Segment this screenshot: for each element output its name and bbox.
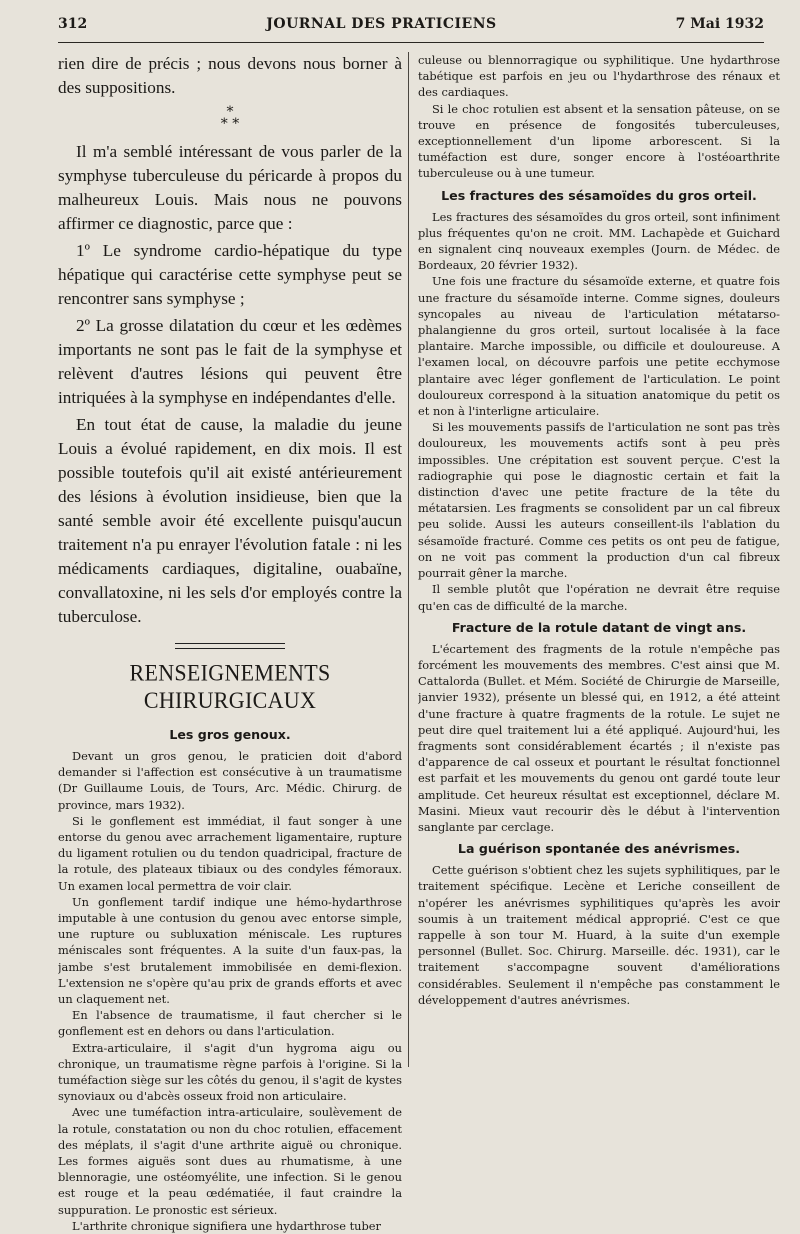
- paragraph: Devant un gros genou, le praticien doit d'abord demander si l'affection est consécutive à un traumatisme (Dr Guillaume Louis, de Tours, Arc. Médic. Chirurg. de province, mars 1932).: [58, 749, 402, 812]
- page-number: 312: [58, 16, 88, 32]
- section-stars: [58, 106, 402, 130]
- paragraph: Il semble plutôt que l'opération ne devrait être requise qu'en cas de difficulté de la marche.: [418, 582, 780, 613]
- article-gros-genoux: [58, 727, 402, 1234]
- paragraph: L'arthrite chronique signifiera une hydarthrose tuber: [72, 1218, 381, 1233]
- paragraph: Si les mouvements passifs de l'articulation ne sont pas très douloureux, les mouvements actifs sont à peu près impossibles. Une crépitation est souvent perçue. C'est la radiographie qui pose le diagnostic certain et fait la distinction d'avec une petite fracture de la tête du métatarsien. Les fragments se consolident par un cal fibreux peu solide. Aussi les auteurs conseillent-ils l'ablation du sésamoïde fracturé. Comme ces petits os ont peu de fatigue, on ne voit pas comment la production d'un cal fibreux pourrait gêner la marche.: [418, 420, 780, 581]
- section-title: RENSEIGNEMENTS CHIRURGICAUX: [129, 659, 331, 714]
- star: * *: [220, 116, 240, 132]
- paragraph: Si le gonflement est immédiat, il faut songer à une entorse du genou avec arrachement ligamentaire, rupture du ligament rotulien ou du tendon quadricipal, fracture de la rotule, des plateaux tibiaux ou des condyles fémoraux. Un examen local permettra de voir clair.: [58, 813, 402, 893]
- left-column: [58, 52, 402, 1234]
- subsection-title: La guérison spontanée des anévrismes.: [457, 841, 741, 857]
- subsection-title: Les fractures des sésamoïdes du gros orteil.: [441, 187, 757, 203]
- paragraph: 1º Le syndrome cardio-hépatique du type hépatique qui caractérise cette symphyse peut se rencontrer sans symphyse ;: [58, 241, 402, 308]
- running-header: [58, 16, 764, 43]
- journal-title: JOURNAL DES PRATICIENS: [266, 16, 497, 32]
- paragraph: Il m'a semblé intéressant de vous parler de la symphyse tuberculeuse du péricarde à propos du malheureux Louis. Mais nous ne pouvons affirmer ce diagnostic, parce que :: [58, 142, 402, 233]
- paragraph: Cette guérison s'obtient chez les sujets syphilitiques, par le traitement spécifique. Lecène et Leriche conseillent de n'opérer les anévrismes syphilitiques qu'après les avoir soumis à un traitement médical approprié. C'est ce que rappelle à son tour M. Huard, à la suite d'un exemple personnel (Bullet. Soc. Chirurg. Marseille. déc. 1931), car le traitement s'accompagne souvent d'améliorations considérables. Seulement il n'empêche pas constamment le développement d'autres anévrismes.: [418, 863, 780, 1007]
- paragraph: En tout état de cause, la maladie du jeune Louis a évolué rapidement, en dix mois. Il est possible toutefois qu'il ait existé antérieurement des lésions à évolution insidieuse, bien que la santé semble avoir été excellente puisqu'aucun traitement n'a pu enrayer l'évolution fatale : ni les médicaments cardiaques, digitaline, ouabaïne, convallatoxine, ni les sels d'or employés contre la tuberculose.: [58, 415, 402, 626]
- subsection-title: Fracture de la rotule datant de vingt ans.: [451, 619, 747, 635]
- star: *: [226, 104, 234, 120]
- paragraph: Avec une tuméfaction intra-articulaire, soulèvement de la rotule, constatation ou non du choc rotulien, effacement des méplats, il s'agit d'une arthrite aiguë ou chronique. Les formes aiguës sont dues au rhumatisme, à une blennoragie, une ostéomyélite, une infection. Si le genou est rouge et la peau œdématiée, il faut craindre la suppuration. Le pronostic est sérieux.: [58, 1105, 402, 1217]
- paragraph: Une fois une fracture du sésamoïde externe, et quatre fois une fracture du sésamoïde interne. Comme signes, douleurs syncopales au niveau de l'articulation métatarso-phalangienne du gros orteil, surtout localisée à la face plantaire. Marche impossible, ou difficile et douloureuse. A l'examen local, on découvre parfois une petite ecchymose plantaire avec léger gonflement de l'articulation. Le point douloureux correspond à la situation anatomique du petit os et non à l'interligne articulaire.: [418, 274, 780, 419]
- paragraph: Les fractures des sésamoïdes du gros orteil, sont infiniment plus fréquentes qu'on ne croit. MM. Lachapède et Guichard en signalent cinq nouveaux exemples (Journ. de Médec. de Bordeaux, 20 février 1932).: [418, 209, 780, 273]
- right-column: [418, 52, 780, 1008]
- paragraph: Si le choc rotulien est absent et la sensation pâteuse, on se trouve en présence de fongosités tuberculeuses, exceptionnellement d'un lipome arborescent. Si la tuméfaction est dure, songer encore à l'ostéoarthrite tuberculeuse ou à une tumeur.: [418, 101, 780, 181]
- paragraph: L'écartement des fragments de la rotule n'empêche pas forcément les mouvements des membres. C'est ainsi que M. Cattalorda (Bullet. et Mém. Société de Chirurgie de Marseille, janvier 1932), présente un blessé qui, en 1912, a été atteint d'une fracture à quatre fragments de la rotule. Le sujet ne peut dire quel traitement lui a été appliqué. Aujourd'hui, les fragments sont considérablement écartés ; il n'existe pas d'apparence de cal osseux et pourtant le résultat fonctionnel est parfait et les mouvements du genou ont gardé toute leur amplitude. Cet heureux résultat est exceptionnel, déclare M. Masini. Mieux vaut recourir dès le début à l'intervention sanglante par cerclage.: [418, 641, 780, 834]
- subsection-title: Les gros genoux.: [169, 727, 291, 742]
- paragraph: Un gonflement tardif indique une hémo-hydarthrose imputable à une contusion du genou avec entorse simple, une rupture ou subluxation méniscale. Les ruptures méniscales sont fréquentes. A la suite d'un faux-pas, la jambe s'est brutalement immobilisée en demi-flexion. L'extension ne s'opère qu'au prix de grands efforts et avec un claquement net.: [58, 894, 402, 1007]
- article-continuation: [58, 52, 402, 629]
- paragraph: En l'absence de traumatisme, il faut chercher si le gonflement est en dehors ou dans l'articulation.: [58, 1008, 402, 1039]
- separator-rule: [175, 643, 285, 649]
- column-divider: [408, 52, 409, 1067]
- issue-date: 7 Mai 1932: [675, 16, 764, 32]
- paragraph: Extra-articulaire, il s'agit d'un hygroma aigu ou chronique, un traumatisme règne parfois à l'origine. Si la tuméfaction siège sur les côtés du genou, il s'agit de kystes synoviaux ou d'abcès osseux froid non articulaire.: [58, 1040, 402, 1104]
- paragraph: rien dire de précis ; nous devons nous borner à des suppositions.: [58, 54, 402, 97]
- paragraph: 2º La grosse dilatation du cœur et les œdèmes importants ne sont pas le fait de la symphyse et relèvent d'autres lésions qui peuvent être intriquées à la symphyse en indépendantes d'elle.: [58, 316, 402, 407]
- paragraph: culeuse ou blennorragique ou syphilitique. Une hydarthrose tabétique est parfois en jeu ou l'hydarthrose des rénaux et des cardiaques.: [418, 53, 780, 100]
